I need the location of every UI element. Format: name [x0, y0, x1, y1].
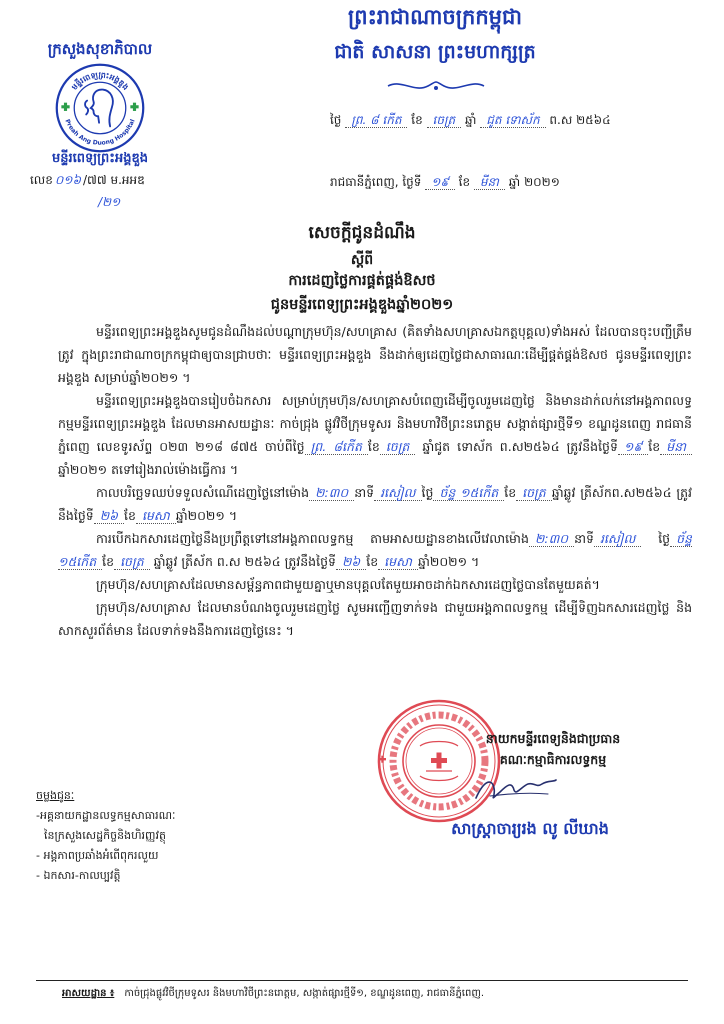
logo-bottom-text: Preah Ang Duong Hospital: [63, 118, 137, 147]
copy-to-item: -អគ្គនាយកដ្ឋានលទ្ធកម្មសាធារណៈ: [36, 809, 176, 822]
subject-line-1: ការដេញថ្លៃការផ្គត់ផ្គង់ឱសថ: [288, 273, 436, 289]
reference-code: /៧៧ ម.អអឌ: [82, 173, 145, 187]
lunar-month-label: ខែ: [411, 113, 423, 127]
p3-lunar-month: ចេត្រ: [516, 485, 552, 501]
ministry-name: ក្រសួងសុខាភិបាល: [47, 40, 153, 58]
p3-period: រសៀល: [374, 485, 421, 501]
p2-start-lunar-month: ចេត្រ: [380, 439, 416, 455]
lunar-year-label: ឆ្នាំ: [465, 113, 477, 127]
solar-month-label: ខែ: [458, 175, 471, 189]
paragraph-contact: ក្រុមហ៊ុន/សហគ្រាស ដែលមានបំណងចូលរួមដេញថ្លៃ សូមអញ្ជើញទាក់ទង ជាមួយអង្គភាពលទ្ធកម្ម ដើម្បីទិញឯកសារដេញថ្លៃ និងសាកសួរព័ត៌មាន ដែលទាក់ទងនឹងការដេញថ្លៃនេះ ។: [58, 600, 692, 638]
document-title: សេចក្ដីជូនដំណឹង: [308, 223, 416, 243]
p2-month-label: ខែ: [367, 439, 380, 454]
paragraph-opening: [58, 527, 692, 573]
lunar-day-value: ព្រ. ៨ កើត: [345, 113, 407, 128]
p3-month-label-2: ខែ: [124, 508, 136, 523]
solar-year-label: ឆ្នាំ: [508, 175, 521, 189]
hospital-logo-icon: [54, 62, 146, 154]
lunar-year-value: ជូត ទោស័ក: [480, 113, 545, 128]
p3-day-label: ថ្ងៃ: [421, 485, 434, 500]
address-label: អាសយដ្ឋាន ៖: [62, 988, 115, 999]
p2-lead: មន្ទីរពេទ្យព្រះអង្គឌួងបានរៀបចំឯកសារ សម្រាប់ក្រុមហ៊ុន/សហគ្រាសបំពេញដើម្បីចូលរួមដេញថ្លៃ និងមានដាក់លក់នៅអង្គភាពលទ្ធកម្មមន្ទីរពេទ្យព្រះអង្គឌួង ដែលមានអាសយដ្ឋានៈ កាច់ជ្រុង ផ្លូវវិថីក្រុមទូសរ និងមហាវិថីព្រះនរោត្តម សង្កាត់ផ្សារថ្មីទី១ ខណ្ឌដូនពេញ រាជធានីភ្នំពេញ លេខទូរស័ព្ទ ០២៣ ២១៨ ៨៧៥ ចាប់ពីថ្ងៃ: [58, 393, 692, 454]
reference-number: [30, 172, 200, 190]
lunar-day-label: ថ្ងៃ: [330, 113, 342, 127]
signatory-title-line-1: នាយកមន្ទីរពេទ្យនិងជាប្រធាន: [485, 731, 621, 746]
p4-tail: ឆ្នាំ២០២១ ។: [417, 554, 480, 569]
p3-minute-label: នាទី: [354, 485, 375, 500]
national-motto: ជាតិ សាសនា ព្រះមហាក្សត្រ: [334, 41, 536, 63]
hospital-name: មន្ទីរពេទ្យព្រះអង្គឌួង: [52, 151, 148, 166]
paragraph-deadline: [58, 481, 692, 527]
place-day-label: រាជធានីភ្នំពេញ, ថ្ងៃទី: [330, 175, 422, 189]
header-ornament-icon: [384, 78, 488, 94]
p4-month-label: ខែ: [102, 554, 115, 569]
paragraph-announcement: មន្ទីរពេទ្យព្រះអង្គឌួងសូមជូនដំណឹងដល់បណ្ដាក្រុមហ៊ុន/សហគ្រាស (គិតទាំងសហគ្រាសឯកត្តបុគ្គល)ទាំងអស់ ដែលបានចុះបញ្ជីត្រឹមត្រូវ ក្នុងព្រះរាជាណាចក្រកម្ពុជាឲ្យបានជ្រាបថាៈ មន្ទីរពេទ្យព្រះអង្គឌួង នឹងដាក់ឲ្យដេញថ្លៃជាសាធារណៈដើម្បីផ្គត់ផ្គង់ឱសថ ជូនមន្ទីរពេទ្យព្រះអង្គឌួង សម្រាប់ឆ្នាំ២០២១ ។: [58, 324, 692, 385]
footer-divider: [36, 980, 688, 981]
logo-top-text: មន្ទីរពេទ្យព្រះអង្គឌួង: [69, 70, 131, 92]
lunar-month-value: ចេត្រ: [427, 113, 462, 128]
solar-date-line: [330, 174, 700, 192]
p2-year-text: ឆ្នាំជូត ទោស័ក ព.ស២៥៦៤ ត្រូវនឹងថ្ងៃទី: [422, 439, 618, 454]
p4-lunar-month: ចេត្រ: [114, 554, 150, 570]
p4-day-label: ថ្ងៃ: [658, 531, 671, 546]
p4-year-text: ឆ្នាំឆ្លូវ ត្រីស័ក ព.ស ២៥៦៤ ត្រូវនឹងថ្ងៃទី: [153, 554, 336, 569]
p2-tail: ឆ្នាំ២០២១ តទៅរៀងរាល់ម៉ោងធ្វើការ ។: [58, 462, 239, 477]
solar-year-value: ២០២១: [524, 175, 560, 189]
subject-label: ស្ដីពី: [350, 252, 374, 268]
reference-number-value: ០១៦: [54, 173, 81, 187]
p2-start-date: ១៩: [618, 439, 648, 455]
solar-month-value: មីនា: [474, 175, 505, 190]
p2-start-lunar-day: ព្រ. ៨កើត: [305, 439, 368, 455]
p4-time: ២:៣០: [529, 531, 574, 547]
p4-date: ២៦: [336, 554, 366, 570]
copy-to-item: នៃក្រសួងសេដ្ឋកិច្ចនិងហិរញ្ញវត្ថុ: [44, 829, 166, 842]
p4-lunar-day: ច័ន្ទ ១៥កើត: [58, 531, 692, 569]
reference-year: /២១: [98, 195, 121, 209]
copy-to-list: [36, 786, 266, 886]
p3-time: ២:៣០: [309, 485, 354, 501]
p3-lead: កាលបរិច្ឆេទឈប់ទទួលសំណើដេញថ្លៃនៅម៉ោង: [96, 485, 310, 500]
p3-month: មេសា: [136, 508, 176, 524]
p3-lunar-day: ច័ន្ទ ១៥កើត: [433, 485, 504, 501]
paragraph-documents: [58, 389, 692, 481]
kingdom-heading: ព្រះរាជាណាចក្រកម្ពុជា: [347, 5, 522, 29]
p2-month-label-2: ខែ: [648, 439, 661, 454]
address-text: កាច់ជ្រុងផ្លូវវិថីក្រុមទូសរ និងមហាវិថីព្រះនរោត្តម, សង្កាត់ផ្សារថ្មីទី១, ខណ្ឌដូនពេញ, រាជធានីភ្នំពេញ.: [124, 988, 485, 999]
signatory-title-line-2: គណៈកម្មាធិការលទ្ធកម្ម: [499, 752, 607, 767]
signatory-title: [446, 728, 660, 770]
copy-to-item: - ឯកសារ-កាលប្បវត្តិ: [36, 869, 121, 882]
solar-day-value: ១៩: [425, 175, 455, 190]
p3-year-text: ឆ្នាំឆ្លូវ ត្រីស័កព.ស២៥៦៤ ត្រូវនឹងថ្ងៃទី: [58, 485, 692, 523]
p4-period: រសៀល: [594, 531, 641, 547]
p3-month-label: ខែ: [504, 485, 517, 500]
handwritten-signature-icon: [470, 772, 560, 806]
p4-lead: ការបើកឯកសារដេញថ្លៃនឹងប្រព្រឹត្តទៅនៅអង្គភាពលទ្ធកម្ម តាមអាសយដ្ឋានខាងលើវេលាម៉ោង: [96, 531, 529, 546]
lunar-date-line: [330, 112, 700, 130]
p4-minute-label: នាទី: [574, 531, 594, 546]
copy-to-label: ចម្លងជូនៈ: [36, 789, 75, 802]
p3-tail: ឆ្នាំ២០២១ ។: [175, 508, 238, 523]
footer-address: [62, 986, 692, 1001]
subject-line-2: ជូនមន្ទីរពេទ្យព្រះអង្គឌួងឆ្នាំ២០២១: [270, 297, 454, 313]
reference-label: លេខ: [30, 173, 53, 187]
buddhist-era: ព.ស ២៥៦៤: [549, 113, 611, 127]
notice-body: [58, 320, 692, 700]
p4-month: មេសា: [378, 554, 418, 570]
copy-to-item: - អង្គភាពប្រឆាំងអំពើពុករលួយ: [36, 849, 159, 862]
p2-start-month: មីនា: [660, 439, 692, 455]
paragraph-affiliation-rule: ក្រុមហ៊ុន/សហគ្រាសដែលមានសម្ព័ន្ធភាពជាមួយគ្នាឬមានបុគ្គលតែមួយអាចដាក់ឯកសារដេញថ្លៃបានតែមួយគត់។: [96, 577, 600, 592]
seal-cross-icon: [431, 753, 447, 769]
p3-date: ២៦: [94, 508, 124, 524]
p4-month-label-2: ខែ: [366, 554, 379, 569]
signatory-name: សាស្ត្រាចារ្យរង លូ លីឃាង: [451, 819, 609, 838]
